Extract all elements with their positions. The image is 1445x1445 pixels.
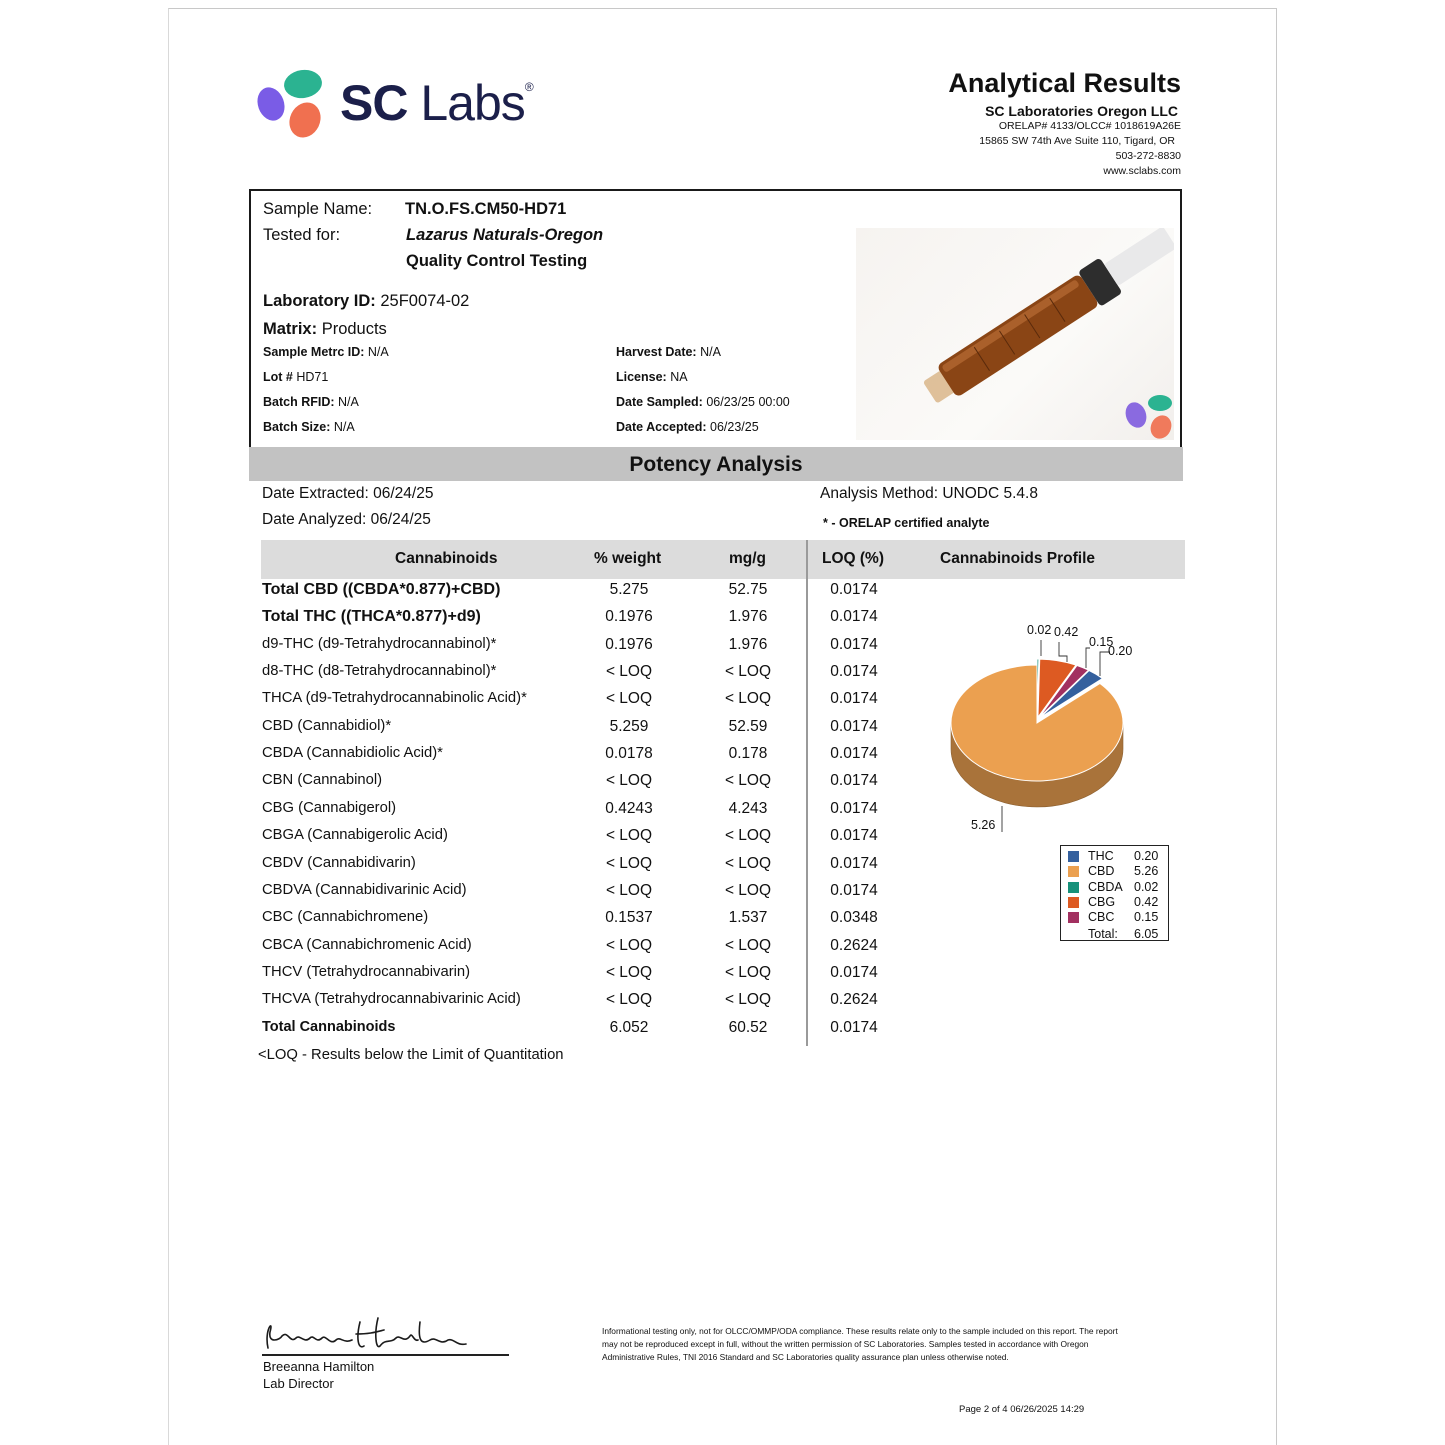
- mg-per-g: < LOQ: [724, 854, 772, 872]
- mg-per-g: 52.59: [728, 717, 768, 735]
- legend-name: CBDA: [1088, 879, 1123, 894]
- legend-value: 0.42: [1134, 894, 1159, 909]
- loq-footnote: <LOQ - Results below the Limit of Quantitation: [258, 1047, 564, 1063]
- col-header-cannabinoids: Cannabinoids: [395, 550, 498, 567]
- syringe-rod: [1104, 228, 1174, 286]
- col-header-weight: % weight: [594, 550, 662, 567]
- legend-swatch: [1068, 851, 1079, 862]
- percent-weight: < LOQ: [605, 963, 653, 981]
- sc-labs-logo-icon: [255, 68, 327, 142]
- cannabinoid-name: CBD (Cannabidiol)*: [262, 717, 392, 734]
- loq-value: 0.0174: [830, 717, 878, 735]
- legend-name: CBD: [1088, 864, 1115, 879]
- signature-image: [260, 1310, 480, 1360]
- table-row: [0, 743, 1445, 770]
- matrix-label: Matrix:: [263, 320, 318, 338]
- sample-name-value: TN.O.FS.CM50-HD71: [405, 200, 567, 218]
- percent-weight: 0.1976: [605, 608, 653, 626]
- lab-address: 15865 SW 74th Ave Suite 110, Tigard, OR: [979, 135, 1175, 147]
- legend-swatch: [1068, 897, 1079, 908]
- legend-value: 0.02: [1134, 879, 1159, 894]
- pie-legend: [1060, 845, 1169, 941]
- mg-per-g: < LOQ: [724, 936, 772, 954]
- loq-value: 0.0348: [830, 909, 878, 927]
- legend-swatch: [1068, 866, 1079, 877]
- report-title: Analytical Results: [948, 68, 1181, 98]
- mg-per-g: 1.976: [728, 635, 768, 653]
- table-row: [0, 798, 1445, 825]
- percent-weight: < LOQ: [605, 827, 653, 845]
- percent-weight: 5.275: [609, 581, 649, 598]
- loq-value: 0.0174: [830, 881, 878, 899]
- license-label: License:: [616, 370, 667, 384]
- legend-total-value: 6.05: [1134, 926, 1159, 941]
- percent-weight: < LOQ: [605, 663, 653, 681]
- mg-per-g: 52.75: [728, 581, 768, 598]
- potency-analysis-banner: Potency Analysis: [249, 447, 1183, 481]
- loq-value: 0.0174: [830, 772, 878, 790]
- loq-value: 0.0174: [830, 581, 878, 598]
- mg-per-g: 60.52: [728, 1018, 768, 1036]
- percent-weight: < LOQ: [605, 772, 653, 790]
- lab-license: ORELAP# 4133/OLCC# 1018619A26E: [998, 120, 1181, 132]
- loq-value: 0.2624: [830, 936, 878, 954]
- matrix-value: Products: [321, 320, 387, 338]
- table-row: [0, 989, 1445, 1016]
- license-value: NA: [670, 370, 688, 384]
- signer-title: Lab Director: [263, 1376, 334, 1391]
- page-info: Page 2 of 4 06/26/2025 14:29: [959, 1404, 1085, 1415]
- table-row: [0, 606, 1445, 633]
- registered-mark: ®: [524, 80, 533, 94]
- col-header-profile: Cannabinoids Profile: [940, 550, 1096, 567]
- table-row: [0, 825, 1445, 852]
- percent-weight: 0.1537: [605, 909, 653, 927]
- legend-value: 0.20: [1134, 849, 1159, 863]
- logo-labs: Labs: [420, 75, 525, 131]
- percent-weight: 0.1976: [605, 635, 653, 653]
- table-row: [0, 661, 1445, 688]
- mg-per-g: < LOQ: [724, 690, 772, 708]
- tested-for-label: Tested for:: [263, 226, 341, 244]
- pie-label-cbg: 0.42: [1054, 625, 1079, 639]
- cannabinoid-name: CBC (Cannabichromene): [262, 909, 429, 926]
- cannabinoid-name: CBG (Cannabigerol): [262, 799, 397, 816]
- metrc-label: Sample Metrc ID:: [263, 345, 365, 359]
- logo-wordmark: [340, 74, 533, 132]
- loq-value: 0.0174: [830, 963, 878, 981]
- cannabinoid-name: CBDA (Cannabidiolic Acid)*: [262, 745, 443, 762]
- percent-weight: 6.052: [609, 1018, 649, 1036]
- loq-value: 0.0174: [830, 827, 878, 845]
- pie-label-cbda: 0.02: [1027, 623, 1052, 637]
- legend-swatch: [1068, 912, 1079, 923]
- cannabinoid-name: THCVA (Tetrahydrocannabivarinic Acid): [262, 991, 521, 1008]
- rfid-label: Batch RFID:: [263, 395, 335, 409]
- legend-total: [1068, 927, 1168, 942]
- date-extracted: Date Extracted: 06/24/25: [262, 485, 434, 502]
- date-sampled-value: 06/23/25 00:00: [706, 395, 790, 409]
- legend-total-label: Total:: [1088, 926, 1118, 941]
- pie-slice-cbd: [951, 665, 1123, 781]
- cannabinoid-name: Total THC ((THCA*0.877)+d9): [262, 608, 481, 626]
- cannabinoid-name: d8-THC (d8-Tetrahydrocannabinol)*: [262, 663, 497, 680]
- analysis-method: Analysis Method: UNODC 5.4.8: [820, 485, 1038, 502]
- percent-weight: 0.0178: [605, 745, 653, 763]
- signature-line: [262, 1354, 509, 1356]
- legend-swatch: [1068, 882, 1079, 893]
- table-row: [0, 880, 1445, 907]
- mg-per-g: < LOQ: [724, 663, 772, 681]
- harvest-value: N/A: [700, 345, 721, 359]
- cannabinoid-name: CBCA (Cannabichromenic Acid): [262, 936, 472, 953]
- lab-id-value: 25F0074-02: [380, 292, 470, 310]
- cannabinoid-name: CBDV (Cannabidivarin): [262, 854, 416, 871]
- legend-item: [1068, 864, 1168, 879]
- loq-value: 0.0174: [830, 663, 878, 681]
- loq-value: 0.0174: [830, 635, 878, 653]
- disclaimer-text: Informational testing only, not for OLCC/OMMP/ODA compliance. These results relate only to the sample included on this report. The report may not be reproduced except in full, without the written permission of SC Laboratories. Samples tested in accordance with Oregon Administrative Rules, TNI 2016 Standard and SC Laboratories quality assurance plan unless otherwise noted.: [602, 1326, 1118, 1362]
- mg-per-g: < LOQ: [724, 827, 772, 845]
- date-analyzed: Date Analyzed: 06/24/25: [262, 511, 431, 528]
- lab-id-label: Laboratory ID:: [263, 292, 376, 310]
- loq-value: 0.0174: [830, 745, 878, 763]
- percent-weight: < LOQ: [605, 936, 653, 954]
- table-row: [0, 907, 1445, 934]
- pie-label-cbc: 0.15: [1089, 635, 1114, 649]
- lab-company: SC Laboratories Oregon LLC: [985, 103, 1178, 119]
- table-row: [0, 579, 1445, 606]
- batch-size-value: N/A: [333, 420, 355, 434]
- syringe-barrel: [936, 273, 1099, 397]
- percent-weight: < LOQ: [605, 991, 653, 1009]
- mg-per-g: < LOQ: [724, 881, 772, 899]
- logo-sc: SC: [340, 75, 408, 131]
- percent-weight: 5.259: [609, 717, 649, 735]
- signer-name: Breeanna Hamilton: [263, 1359, 375, 1374]
- col-header-loq: LOQ (%): [822, 550, 884, 567]
- sample-photo: [856, 228, 1174, 440]
- mg-per-g: 0.178: [728, 745, 768, 763]
- table-row: [0, 962, 1445, 989]
- table-row: [0, 770, 1445, 797]
- table-row: [0, 716, 1445, 743]
- batch-size-label: Batch Size:: [263, 420, 331, 434]
- loq-value: 0.0174: [830, 799, 878, 817]
- loq-value: 0.0174: [830, 854, 878, 872]
- lab-contact-block: [948, 68, 1181, 179]
- date-sampled-label: Date Sampled:: [616, 395, 703, 409]
- loq-value: 0.0174: [830, 690, 878, 708]
- legend-item: [1068, 849, 1168, 864]
- orelap-note: * - ORELAP certified analyte: [823, 516, 990, 530]
- loq-value: 0.0174: [830, 1018, 878, 1036]
- sample-name-label: Sample Name:: [263, 200, 373, 218]
- lot-label: Lot #: [263, 370, 293, 384]
- cannabinoid-name: d9-THC (d9-Tetrahydrocannabinol)*: [262, 635, 497, 652]
- loq-value: 0.2624: [830, 991, 878, 1009]
- table-row: [0, 853, 1445, 880]
- pie-label-thc: 0.20: [1108, 644, 1133, 658]
- harvest-label: Harvest Date:: [616, 345, 697, 359]
- client-name: Lazarus Naturals-Oregon: [406, 226, 604, 244]
- legend-name: CBG: [1088, 894, 1116, 909]
- date-accepted-value: 06/23/25: [710, 420, 759, 434]
- cannabinoid-name: Total CBD ((CBDA*0.877)+CBD): [262, 581, 501, 598]
- mg-per-g: < LOQ: [724, 772, 772, 790]
- legend-name: CBC: [1088, 910, 1115, 925]
- loq-value: 0.0174: [830, 608, 878, 626]
- mg-per-g: 1.976: [728, 608, 768, 626]
- lab-phone: 503-272-8830: [1115, 150, 1181, 162]
- cannabinoid-name: THCV (Tetrahydrocannabivarin): [262, 963, 471, 980]
- cannabinoid-name: CBGA (Cannabigerolic Acid): [262, 827, 448, 844]
- metrc-value: N/A: [367, 345, 389, 359]
- cannabinoid-name: Total Cannabinoids: [262, 1018, 396, 1035]
- legend-value: 5.26: [1134, 864, 1159, 879]
- lab-website[interactable]: www.sclabs.com: [1103, 165, 1181, 177]
- mg-per-g: 1.537: [728, 909, 768, 927]
- date-accepted-label: Date Accepted:: [616, 420, 707, 434]
- cannabinoid-name: THCA (d9-Tetrahydrocannabinolic Acid)*: [262, 690, 527, 707]
- table-row: [0, 935, 1445, 962]
- legend-name: THC: [1088, 849, 1114, 863]
- legend-value: 0.15: [1134, 910, 1159, 925]
- cannabinoid-name: CBN (Cannabinol): [262, 772, 383, 789]
- legend-item: [1068, 910, 1168, 925]
- mg-per-g: 4.243: [728, 799, 768, 817]
- table-row: [0, 688, 1445, 715]
- percent-weight: < LOQ: [605, 854, 653, 872]
- legend-item: [1068, 895, 1168, 910]
- col-header-mgg: mg/g: [729, 550, 767, 567]
- lot-value: HD71: [296, 370, 329, 384]
- table-row: [0, 1017, 1445, 1044]
- syringe-illustration: [856, 228, 1174, 440]
- cannabinoid-name: CBDVA (Cannabidivarinic Acid): [262, 881, 467, 898]
- rfid-value: N/A: [338, 395, 359, 409]
- mg-per-g: < LOQ: [724, 963, 772, 981]
- percent-weight: 0.4243: [605, 799, 653, 817]
- mg-per-g: < LOQ: [724, 991, 772, 1009]
- legend-item: [1068, 880, 1168, 895]
- percent-weight: < LOQ: [605, 881, 653, 899]
- percent-weight: < LOQ: [605, 690, 653, 708]
- testing-purpose: Quality Control Testing: [406, 252, 588, 270]
- pie-label-cbd: 5.26: [971, 818, 996, 832]
- table-row: [0, 634, 1445, 661]
